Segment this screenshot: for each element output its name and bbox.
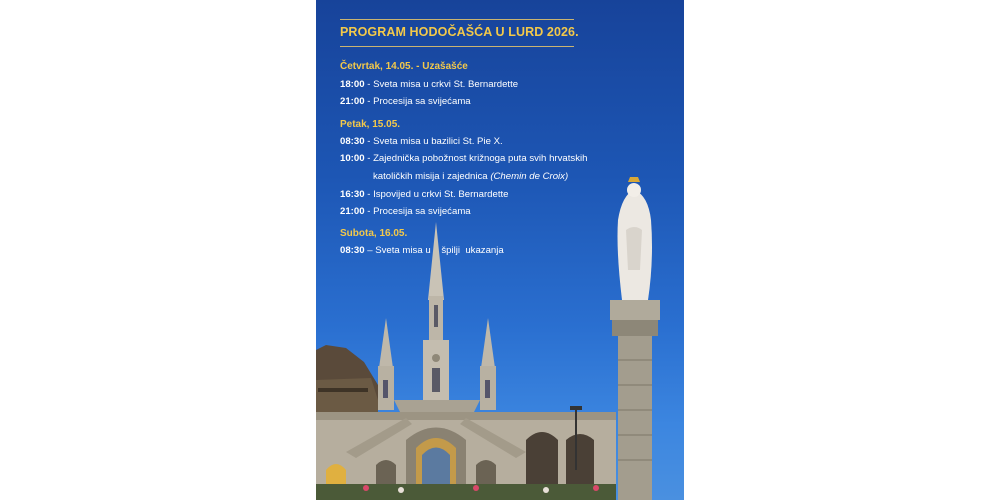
event-row [340,153,587,164]
day-heading-friday: Petak, 15.05. [340,119,401,130]
event-text: - Ispovijed u crkvi St. Bernardette [364,189,509,200]
title-rule-top [340,19,574,20]
right-spire [481,318,495,368]
crown [628,177,640,182]
event-row [340,96,471,107]
event-time: 18:00 [340,79,365,90]
event-row [340,206,471,217]
event-time: 21:00 [340,206,365,217]
program-poster [316,0,684,500]
event-text: - Zajednička pobožnost križnoga puta svih hrvatskih [364,153,588,164]
day-heading-saturday: Subota, 16.05. [340,228,408,239]
event-text-italic: (Chemin de Croix) [490,171,569,182]
event-row [340,136,503,147]
event-text: - Sveta misa u crkvi St. Bernardette [364,79,519,90]
flower-bed [316,484,616,500]
central-spire [428,222,444,300]
lamp-post [575,410,577,470]
left-spire [379,318,393,368]
event-text: katoličkih misija i zajednica [373,171,491,182]
event-time: 16:30 [340,189,365,200]
statue-column [612,318,658,336]
event-row-continuation [373,171,568,182]
title-rule-bottom [340,46,574,47]
event-row [340,189,509,200]
program-title: PROGRAM HODOČAŠĆA U LURD 2026. [340,25,579,39]
event-text: - Procesija sa svijećama [364,96,471,107]
day-heading-thursday: Četvrtak, 14.05. - Uzašašće [340,61,468,72]
event-text: – Sveta misa u špilji ukazanja [364,245,504,256]
event-row [340,79,518,90]
event-text: - Sveta misa u bazilici St. Pie X. [364,136,503,147]
event-time: 10:00 [340,153,365,164]
event-text: - Procesija sa svijećama [364,206,471,217]
event-time: 08:30 [340,245,365,256]
event-time: 21:00 [340,96,365,107]
event-time: 08:30 [340,136,365,147]
event-row [340,245,504,256]
